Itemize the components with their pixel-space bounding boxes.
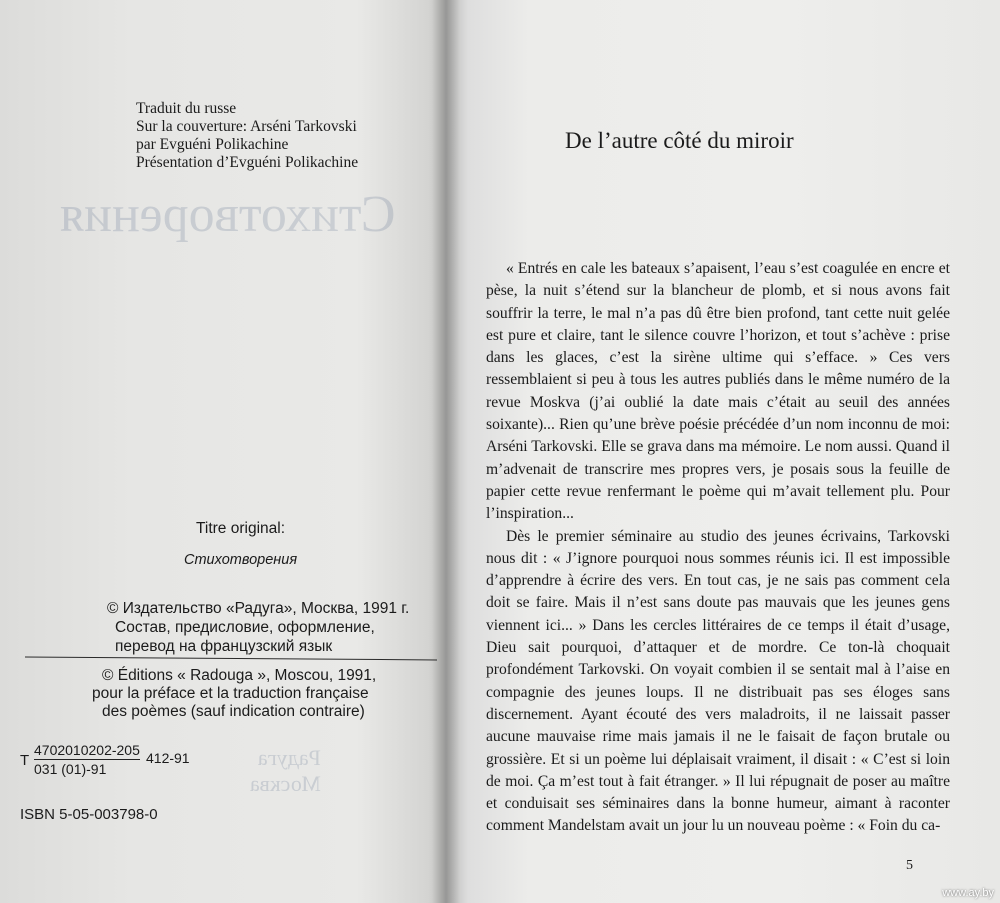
- body-text: [486, 258, 950, 838]
- paragraph: « Entrés en cale les bateaux s’apaisent, l’eau s’est coagulée en encre et pèse, la nuit s’étend sur la blancheur de plomb, et si nous avons fait souffrir la terre, le mal n’a pas dû être bien profond, tant cette nuit gelée est pure et claire, tant le silence couvre l’horizon, et tout s’achève : prise dans les glaces, c’est la sirène ultime qui s’efface. » Ces vers ressemblaient si peu à tous les autres publiés dans le même numéro de la revue Moskva (j’ai oublié la date mais c’était au seuil des années soixante)... Rien qu’une brève poésie précédée d’un nom inconnu de moi: Arséni Tarkovski. Elle se grava dans ma mémoire. Le nom aussi. Quand il m’advenait de transcrire mes propres vers, je posais sous la feuille de papier cette revue renfermant le poème qui m’avait tellement plu. Pour l’inspiration...: [486, 260, 950, 523]
- catalog-suffix: 412-91: [146, 750, 190, 766]
- show-through-cover-text: Стихотворения: [60, 186, 396, 243]
- copyright-line: pour la préface et la traduction française: [92, 685, 369, 702]
- catalog-fraction: [34, 742, 140, 777]
- paragraph: Dès le premier séminaire au studio des jeunes écrivains, Tarkovski nous dit : « J’ignore pourquoi nous sommes réunis ici. Il est impossible d’apprendre à écrire des vers. En tout cas, je ne sais pas comment cela doit se faire. Mais il n’est sans doute pas mauvais que les jeunes gens viennent ici... » Dans les cercles littéraires de ce temps il était d’usage, Dieu sait pourquoi, d’attaquer et de mordre. Ce ton-là choquait profondément Tarkovski. On voyait combien il se sentait mal à l’aise en compagnie des jeunes loups. Il ne distribuait pas ses éloges sans discernement. Ayant écouté des vers maladroits, il ne laissait passer aucune mauvaise rime mais jamais il ne le faisait de façon brutale ou grossière. Et si un poème lui déplaisait vraiment, il disait : « C’est si loin de moi. Ça m’est tout à fait étranger. » Il lui répugnait de poser au maître et conduisait ses séminaires dans la bonne humeur, aimant à raconter comment Mandelstam avait un jour lu un nouveau poème : « Foin du ca-: [486, 527, 950, 835]
- credits-block: [136, 100, 358, 172]
- isbn: ISBN 5-05-003798-0: [20, 806, 158, 823]
- original-title: Стихотворения: [184, 552, 298, 568]
- watermark: www.ay.by: [942, 887, 994, 899]
- copyright-line: © Éditions « Radouga », Moscou, 1991,: [102, 667, 377, 684]
- credit-line: Traduit du russe: [136, 100, 237, 117]
- page-number: 5: [906, 858, 913, 873]
- catalog-prefix: T: [20, 752, 30, 769]
- left-page: [0, 0, 446, 903]
- copyright-line: перевод на французский язык: [115, 638, 333, 655]
- book-gutter: [432, 0, 460, 903]
- catalog-numerator: 4702010202-205: [34, 742, 140, 758]
- copyright-french: [92, 667, 376, 721]
- catalog-denominator: 031 (01)-91: [34, 761, 107, 777]
- credit-line: Présentation d’Evguéni Polikachine: [136, 154, 359, 171]
- credit-line: par Evguéni Polikachine: [136, 136, 289, 153]
- copyright-russian: [107, 599, 409, 656]
- show-through-publisher-text: Радуга Москва: [250, 745, 321, 796]
- copyright-line: Состав, предисловие, оформление,: [115, 619, 375, 636]
- original-title-label: Titre original:: [196, 520, 286, 537]
- copyright-line: © Издательство «Радуга», Москва, 1991 г.: [107, 600, 410, 617]
- copyright-line: des poèmes (sauf indication contraire): [102, 703, 365, 720]
- chapter-title: De l’autre côté du miroir: [565, 128, 794, 153]
- divider-rule: [25, 657, 437, 661]
- credit-line: Sur la couverture: Arséni Tarkovski: [136, 118, 357, 135]
